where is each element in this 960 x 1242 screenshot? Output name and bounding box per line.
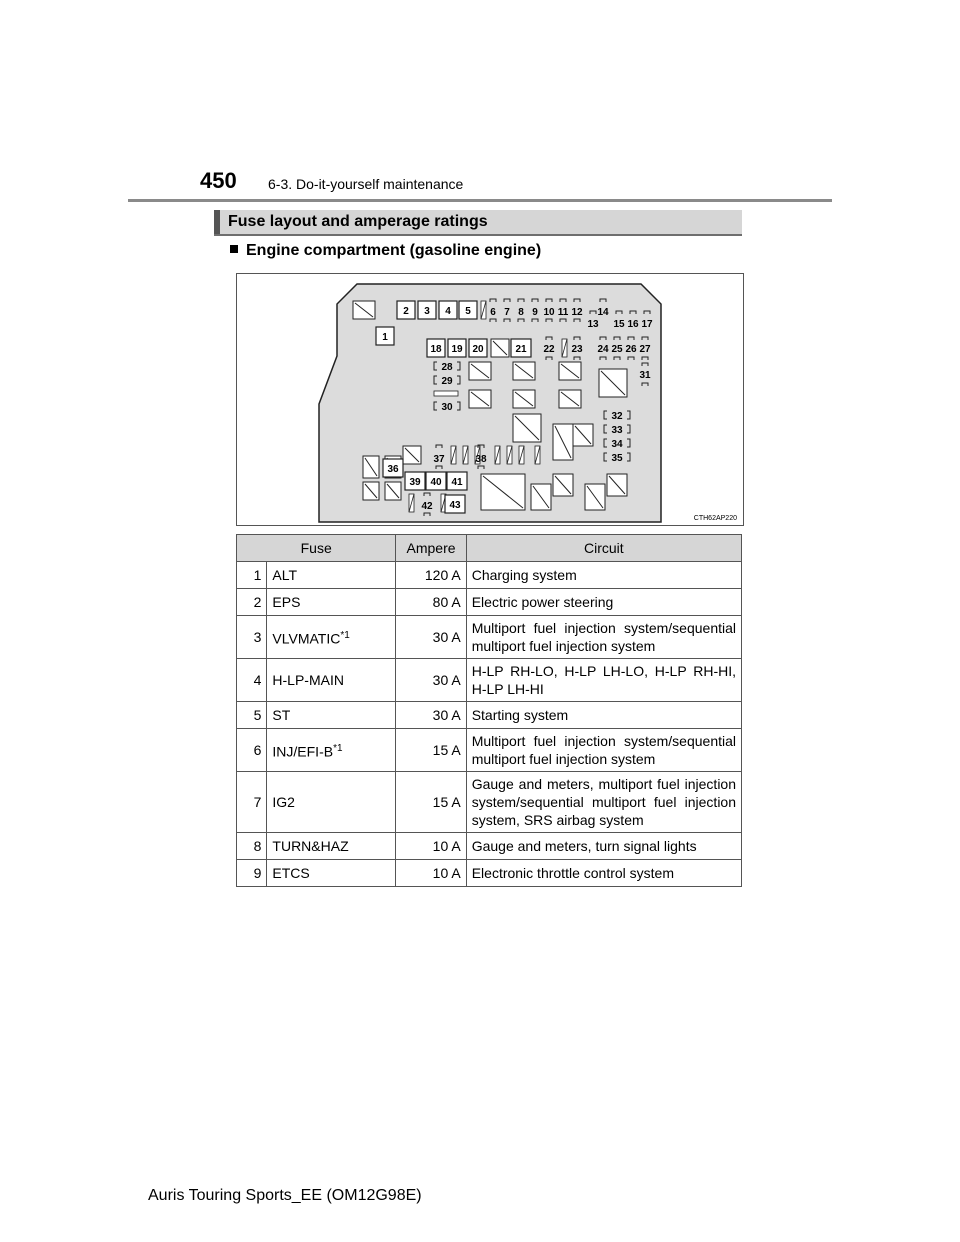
fuse-label: 15 (613, 319, 625, 330)
fuse-label: 36 (387, 464, 399, 475)
fuse-label: 40 (430, 477, 442, 488)
fuse-label: 4 (445, 306, 451, 317)
fuse-label: 1 (382, 332, 388, 343)
fuse-circuit: Gauge and meters, turn signal lights (466, 833, 741, 860)
fuse-name: ALT (267, 562, 396, 589)
fuse-label: 7 (504, 307, 510, 318)
table-header-row (237, 535, 742, 562)
table-row (237, 833, 742, 860)
fuse-ampere: 80 A (396, 589, 466, 616)
fuse-ampere: 10 A (396, 833, 466, 860)
fuse-label: 23 (571, 344, 583, 355)
fuse-label: 18 (430, 344, 442, 355)
heading-rule (214, 234, 742, 236)
fuse-label: 42 (421, 501, 433, 512)
fuse-ampere: 30 A (396, 616, 466, 659)
table-row (237, 702, 742, 729)
fuse-ampere: 15 A (396, 729, 466, 772)
table-row (237, 562, 742, 589)
fuse-name: EPS (267, 589, 396, 616)
fuse-number: 7 (237, 772, 267, 833)
fuse-name-cell (267, 616, 396, 659)
diagram-code: CTH62AP220 (693, 515, 737, 522)
fuse-ampere: 120 A (396, 562, 466, 589)
fuse-label: 21 (515, 344, 527, 355)
fuse-name-cell (267, 729, 396, 772)
fuse-circuit: H-LP RH-LO, H-LP LH-LO, H-LP RH-HI, H-LP LH-HI (466, 659, 741, 702)
fuse-label: 20 (472, 344, 484, 355)
footnote-mark: *1 (333, 742, 343, 754)
fuse-label: 14 (597, 307, 609, 318)
fuse-label: 6 (490, 307, 496, 318)
fuse-label: 33 (611, 425, 623, 436)
fuse-name: VLVMATIC (272, 630, 341, 647)
fuse-label: 29 (441, 376, 453, 387)
heading-text: Fuse layout and amperage ratings (228, 213, 488, 230)
fuse-label: 34 (611, 439, 623, 450)
fuse-name: IG2 (267, 772, 396, 833)
fuse-label: 17 (641, 319, 653, 330)
table-row (237, 589, 742, 616)
col-fuse: Fuse (237, 535, 396, 562)
fuse-label: 27 (639, 344, 651, 355)
subheading (230, 242, 541, 260)
table-row (237, 729, 742, 772)
table-row (237, 860, 742, 887)
fuse-label: 19 (451, 344, 463, 355)
fuse-number: 1 (237, 562, 267, 589)
fuse-name: INJ/EFI-B (272, 743, 334, 760)
col-circuit: Circuit (466, 535, 741, 562)
fuse-label: 32 (611, 411, 623, 422)
footnote-mark: *1 (340, 629, 350, 641)
fuse-label: 10 (543, 307, 555, 318)
fuse-label: 35 (611, 453, 623, 464)
subheading-text: Engine compartment (gasoline engine) (246, 242, 542, 259)
table-row (237, 659, 742, 702)
fuse-table (236, 534, 742, 887)
fuse-label: 31 (639, 370, 651, 381)
fuse-number: 9 (237, 860, 267, 887)
heading-accent (214, 210, 220, 236)
page-number: 450 (200, 168, 237, 193)
fuse-name: TURN&HAZ (267, 833, 396, 860)
fuse-ampere: 30 A (396, 659, 466, 702)
fuse-number: 5 (237, 702, 267, 729)
fuse-label: 37 (433, 454, 445, 465)
fuse-name: ST (267, 702, 396, 729)
table-row (237, 616, 742, 659)
table-row (237, 772, 742, 833)
fuse-label: 39 (409, 477, 421, 488)
fuse-label: 9 (532, 307, 538, 318)
fuse-circuit: Charging system (466, 562, 741, 589)
fuse-name: H-LP-MAIN (267, 659, 396, 702)
fuse-label: 28 (441, 362, 453, 373)
fuse-label: 30 (441, 402, 453, 413)
fuse-circuit: Gauge and meters, multiport fuel injection system/sequential multiport fuel injection system, SRS airbag system (466, 772, 741, 833)
fuse-circuit: Electric power steering (466, 589, 741, 616)
fuse-label: 2 (403, 306, 409, 317)
fuse-label: 5 (465, 306, 471, 317)
fuse-ampere: 10 A (396, 860, 466, 887)
fuse-circuit: Electronic throttle control system (466, 860, 741, 887)
col-ampere: Ampere (396, 535, 466, 562)
fuse-circuit: Multiport fuel injection system/sequential multiport fuel injection system (466, 616, 741, 659)
heading-bar (214, 210, 742, 236)
fuse-label: 26 (625, 344, 637, 355)
fuse-circuit: Multiport fuel injection system/sequential multiport fuel injection system (466, 729, 741, 772)
fuse-number: 6 (237, 729, 267, 772)
fuse-label: 38 (475, 454, 487, 465)
fuse-label: 12 (571, 307, 583, 318)
fuse-number: 2 (237, 589, 267, 616)
fuse-label: 13 (587, 319, 599, 330)
fuse-ampere: 30 A (396, 702, 466, 729)
fuse-label: 16 (627, 319, 639, 330)
section-title: 6-3. Do-it-yourself maintenance (268, 176, 464, 192)
fuse-label: 25 (611, 344, 623, 355)
header-rule (128, 199, 832, 202)
footer-model: Auris Touring Sports_EE (OM12G98E) (148, 1187, 422, 1204)
fuse-label: 8 (518, 307, 524, 318)
fuse-label: 22 (543, 344, 555, 355)
blade-fuse-slot (434, 391, 458, 396)
fuse-number: 4 (237, 659, 267, 702)
square-bullet-icon (230, 245, 238, 253)
fuse-number: 8 (237, 833, 267, 860)
fuse-box-svg (237, 274, 743, 525)
fuse-name: ETCS (267, 860, 396, 887)
fuse-label: 43 (449, 500, 461, 511)
fuse-label: 3 (424, 306, 430, 317)
fuse-circuit: Starting system (466, 702, 741, 729)
fuse-box-diagram (236, 273, 744, 526)
fuse-ampere: 15 A (396, 772, 466, 833)
fuse-label: 24 (597, 344, 609, 355)
fuse-label: 41 (451, 477, 463, 488)
fuse-label: 11 (557, 307, 569, 318)
fuse-number: 3 (237, 616, 267, 659)
